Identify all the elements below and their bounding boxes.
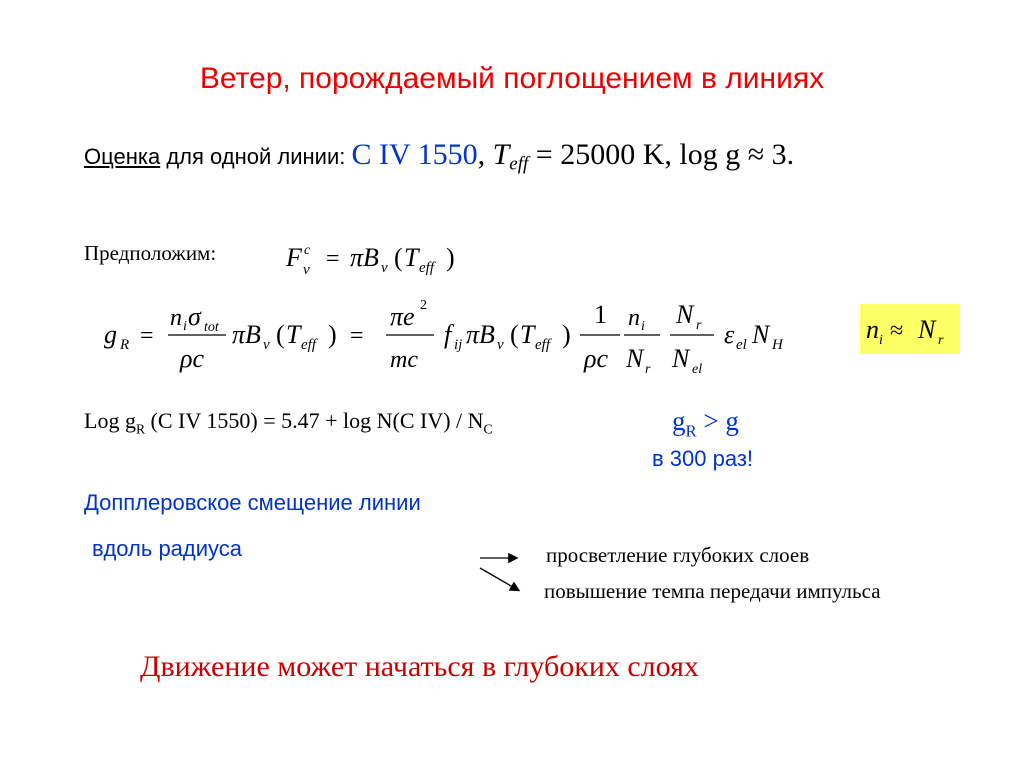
svg-text:ν: ν xyxy=(381,260,388,276)
svg-text:R: R xyxy=(120,337,130,353)
svg-text:(: ( xyxy=(510,320,519,349)
svg-text:F: F xyxy=(286,243,302,272)
svg-text:r: r xyxy=(938,333,944,348)
svg-text:n: n xyxy=(628,305,640,331)
svg-text:r: r xyxy=(645,362,651,377)
svg-text:eff: eff xyxy=(301,337,316,353)
log-middle: (C IV 1550) = 5.47 + log N(C IV) / N xyxy=(145,408,484,433)
svg-text:N: N xyxy=(752,320,770,349)
estimate-underlined-word: Оценка xyxy=(84,144,161,169)
conclusion: Движение может начаться в глубоких слоях xyxy=(140,650,699,683)
svg-text:ν: ν xyxy=(263,337,270,353)
estimate-T: T xyxy=(492,138,510,171)
ni-approx-nr-box xyxy=(860,304,960,354)
svg-text:i: i xyxy=(641,319,645,334)
svg-text:T: T xyxy=(520,320,535,349)
log-prefix: Log g xyxy=(84,408,136,433)
svg-text:=: = xyxy=(350,323,364,349)
log-sub-c: C xyxy=(483,421,493,437)
svg-text:πB: πB xyxy=(350,243,379,272)
doppler-line-2: вдоль радиуса xyxy=(92,536,243,561)
svg-text:el: el xyxy=(692,362,703,377)
svg-text:n: n xyxy=(866,315,879,344)
log-gr-line xyxy=(84,408,493,437)
svg-text:(: ( xyxy=(394,243,403,272)
svg-text:n: n xyxy=(170,305,182,331)
svg-text:πB: πB xyxy=(466,320,495,349)
estimate-rest: для одной линии: xyxy=(160,144,352,169)
svg-text:ρc: ρc xyxy=(584,344,609,373)
svg-text:1: 1 xyxy=(594,300,607,329)
effect-arrows xyxy=(476,544,536,604)
svg-text:N: N xyxy=(672,344,690,373)
svg-text:): ) xyxy=(328,320,337,349)
times-300: в 300 раз! xyxy=(652,446,754,471)
estimate-line-name: C IV 1550 xyxy=(351,138,478,171)
svg-text:eff: eff xyxy=(535,337,550,353)
gr-rest: > g xyxy=(696,406,739,436)
svg-text:ε: ε xyxy=(724,320,735,349)
svg-text:N: N xyxy=(626,344,644,373)
doppler-line-1: Допплеровское смещение линии xyxy=(84,490,421,515)
svg-text:=: = xyxy=(140,323,154,349)
svg-text:mc: mc xyxy=(390,347,418,373)
svg-text:): ) xyxy=(562,320,571,349)
svg-text:T: T xyxy=(286,320,301,349)
svg-text:): ) xyxy=(446,243,455,272)
slide-title: Ветер, порождаемый поглощением в линиях xyxy=(199,62,825,95)
svg-text:g: g xyxy=(104,320,117,349)
assume-label: Предположим: xyxy=(84,241,217,265)
svg-text:H: H xyxy=(772,337,783,353)
svg-text:σ: σ xyxy=(188,302,201,331)
svg-text:πe: πe xyxy=(390,302,415,331)
svg-text:2: 2 xyxy=(420,298,427,313)
gr-greater-g xyxy=(672,406,739,441)
svg-text:≈: ≈ xyxy=(890,318,904,344)
estimate-line xyxy=(84,138,795,175)
svg-text:ij: ij xyxy=(454,337,463,353)
svg-text:i: i xyxy=(183,319,187,334)
svg-text:eff: eff xyxy=(419,260,434,276)
radiative-acceleration-formula xyxy=(100,293,820,383)
svg-text:c: c xyxy=(304,243,311,258)
svg-text:r: r xyxy=(696,318,702,333)
estimate-eff: eff xyxy=(509,153,529,175)
flux-formula xyxy=(282,234,482,278)
svg-text:ρc: ρc xyxy=(180,344,205,373)
svg-text:=: = xyxy=(326,246,340,272)
effect-momentum-transfer: повышение темпа передачи импульса xyxy=(544,579,881,603)
svg-text:i: i xyxy=(879,333,883,348)
svg-text:T: T xyxy=(404,243,419,272)
svg-text:ν: ν xyxy=(303,262,310,278)
svg-text:N: N xyxy=(676,300,694,329)
gr-g: g xyxy=(672,406,686,436)
svg-text:N: N xyxy=(918,315,936,344)
log-sub-r: R xyxy=(135,421,146,437)
svg-text:(: ( xyxy=(276,320,285,349)
svg-text:f: f xyxy=(444,320,452,349)
svg-text:πB: πB xyxy=(232,320,261,349)
svg-text:el: el xyxy=(736,337,747,353)
estimate-sep: , xyxy=(477,138,493,171)
svg-text:ν: ν xyxy=(497,337,504,353)
estimate-equation: = 25000 K, log g ≈ 3. xyxy=(528,138,795,171)
svg-text:tot: tot xyxy=(204,320,219,335)
arrow-down-right-icon xyxy=(480,568,518,590)
gr-sub: R xyxy=(685,421,697,441)
effect-deep-layers: просветление глубоких слоев xyxy=(546,543,810,567)
